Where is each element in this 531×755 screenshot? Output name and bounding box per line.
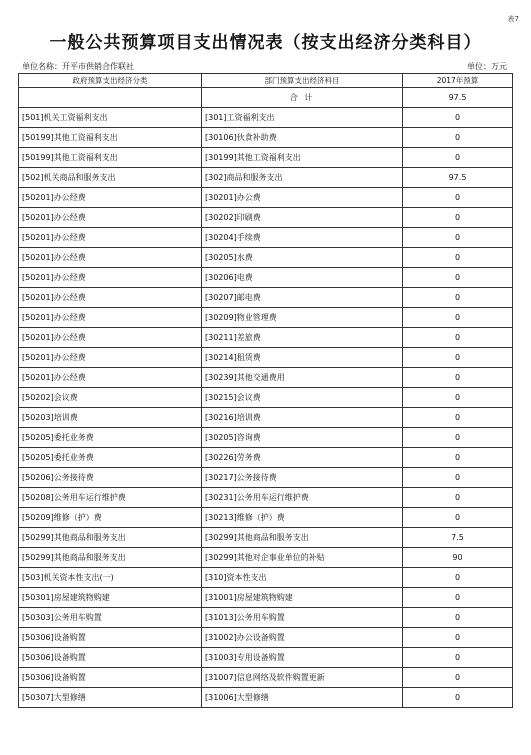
dept-subject-cell: [310]资本性支出 — [202, 568, 403, 588]
total-label: 合 计 — [202, 88, 403, 108]
budget-value-cell: 0 — [403, 408, 513, 428]
budget-value-cell: 0 — [403, 288, 513, 308]
gov-classification-cell: [50203]培训费 — [19, 408, 202, 428]
gov-classification-cell: [502]机关商品和服务支出 — [19, 168, 202, 188]
gov-classification-cell: [50201]办公经费 — [19, 348, 202, 368]
gov-classification-cell: [503]机关资本性支出(一) — [19, 568, 202, 588]
table-row — [19, 428, 513, 448]
category-row — [19, 568, 513, 588]
table-row — [19, 228, 513, 248]
gov-classification-cell: [50201]办公经费 — [19, 248, 202, 268]
category-row — [19, 168, 513, 188]
table-row — [19, 668, 513, 688]
table-row — [19, 528, 513, 548]
total-empty-cell — [19, 88, 202, 108]
budget-value-cell: 0 — [403, 248, 513, 268]
budget-value-cell: 0 — [403, 448, 513, 468]
dept-subject-cell: [31002]办公设备购置 — [202, 628, 403, 648]
table-row — [19, 308, 513, 328]
dept-subject-cell: [301]工资福利支出 — [202, 108, 403, 128]
budget-value-cell: 0 — [403, 208, 513, 228]
dept-subject-cell: [30215]会议费 — [202, 388, 403, 408]
budget-value-cell: 0 — [403, 268, 513, 288]
table-row — [19, 628, 513, 648]
table-row — [19, 368, 513, 388]
budget-value-cell: 0 — [403, 348, 513, 368]
table-row — [19, 488, 513, 508]
dept-subject-cell: [30205]水费 — [202, 248, 403, 268]
budget-value-cell: 0 — [403, 468, 513, 488]
gov-classification-cell: [50303]公务用车购置 — [19, 608, 202, 628]
budget-value-cell: 90 — [403, 548, 513, 568]
total-value: 97.5 — [403, 88, 513, 108]
budget-value-cell: 0 — [403, 428, 513, 448]
header-row — [19, 74, 513, 88]
budget-value-cell: 0 — [403, 588, 513, 608]
dept-subject-cell: [30217]公务接待费 — [202, 468, 403, 488]
budget-value-cell: 0 — [403, 108, 513, 128]
category-row — [19, 108, 513, 128]
gov-classification-cell: [50201]办公经费 — [19, 188, 202, 208]
table-row — [19, 328, 513, 348]
table-row — [19, 288, 513, 308]
table-row — [19, 608, 513, 628]
budget-value-cell: 0 — [403, 608, 513, 628]
dept-subject-cell: [30199]其他工资福利支出 — [202, 148, 403, 168]
table-row — [19, 248, 513, 268]
budget-value-cell: 0 — [403, 668, 513, 688]
gov-classification-cell: [501]机关工资福利支出 — [19, 108, 202, 128]
budget-value-cell: 0 — [403, 328, 513, 348]
dept-subject-cell: [30299]其他商品和服务支出 — [202, 528, 403, 548]
dept-subject-cell: [30106]伙食补助费 — [202, 128, 403, 148]
gov-classification-cell: [50209]维修（护）费 — [19, 508, 202, 528]
table-row — [19, 648, 513, 668]
table-row — [19, 208, 513, 228]
header-dept-subject: 部门预算支出经济科目 — [202, 74, 403, 88]
gov-classification-cell: [50301]房屋建筑物购建 — [19, 588, 202, 608]
budget-value-cell: 0 — [403, 568, 513, 588]
table-row — [19, 268, 513, 288]
table-row — [19, 388, 513, 408]
gov-classification-cell: [50201]办公经费 — [19, 328, 202, 348]
dept-subject-cell: [30231]公务用车运行维护费 — [202, 488, 403, 508]
table-row — [19, 148, 513, 168]
budget-value-cell: 0 — [403, 308, 513, 328]
gov-classification-cell: [50307]大型修缮 — [19, 688, 202, 708]
budget-value-cell: 97.5 — [403, 168, 513, 188]
gov-classification-cell: [50201]办公经费 — [19, 268, 202, 288]
dept-subject-cell: [30226]劳务费 — [202, 448, 403, 468]
dept-subject-cell: [30206]电费 — [202, 268, 403, 288]
budget-value-cell: 0 — [403, 488, 513, 508]
table-row — [19, 548, 513, 568]
gov-classification-cell: [50199]其他工资福利支出 — [19, 148, 202, 168]
budget-value-cell: 0 — [403, 188, 513, 208]
dept-subject-cell: [31007]信息网络及软件购置更新 — [202, 668, 403, 688]
dept-subject-cell: [30299]其他对企事业单位的补贴 — [202, 548, 403, 568]
dept-subject-cell: [30207]邮电费 — [202, 288, 403, 308]
gov-classification-cell: [50206]公务接待费 — [19, 468, 202, 488]
gov-classification-cell: [50306]设备购置 — [19, 668, 202, 688]
dept-subject-cell: [30214]租赁费 — [202, 348, 403, 368]
dept-subject-cell: [30216]培训费 — [202, 408, 403, 428]
dept-subject-cell: [30211]差旅费 — [202, 328, 403, 348]
budget-value-cell: 0 — [403, 128, 513, 148]
gov-classification-cell: [50201]办公经费 — [19, 228, 202, 248]
gov-classification-cell: [50306]设备购置 — [19, 648, 202, 668]
gov-classification-cell: [50205]委托业务费 — [19, 448, 202, 468]
header-budget-2017: 2017年预算 — [403, 74, 513, 88]
budget-table — [18, 73, 513, 708]
budget-value-cell: 0 — [403, 648, 513, 668]
gov-classification-cell: [50299]其他商品和服务支出 — [19, 548, 202, 568]
header-gov-classification: 政府预算支出经济分类 — [19, 74, 202, 88]
budget-value-cell: 0 — [403, 388, 513, 408]
page-number: 表7 — [507, 15, 519, 23]
dept-subject-cell: [30204]手续费 — [202, 228, 403, 248]
table-row — [19, 508, 513, 528]
unit-label: 单位：万元 — [467, 62, 507, 71]
gov-classification-cell: [50201]办公经费 — [19, 208, 202, 228]
dept-subject-cell: [30213]维修（护）费 — [202, 508, 403, 528]
dept-subject-cell: [30201]办公费 — [202, 188, 403, 208]
table-row — [19, 348, 513, 368]
gov-classification-cell: [50299]其他商品和服务支出 — [19, 528, 202, 548]
dept-subject-cell: [31003]专用设备购置 — [202, 648, 403, 668]
gov-classification-cell: [50199]其他工资福利支出 — [19, 128, 202, 148]
budget-value-cell: 0 — [403, 228, 513, 248]
table-row — [19, 448, 513, 468]
table-row — [19, 588, 513, 608]
dept-subject-cell: [31013]公务用车购置 — [202, 608, 403, 628]
table-row — [19, 408, 513, 428]
dept-subject-cell: [31001]房屋建筑物购建 — [202, 588, 403, 608]
budget-value-cell: 0 — [403, 368, 513, 388]
gov-classification-cell: [50201]办公经费 — [19, 288, 202, 308]
gov-classification-cell: [50306]设备购置 — [19, 628, 202, 648]
budget-value-cell: 0 — [403, 508, 513, 528]
dept-subject-cell: [302]商品和服务支出 — [202, 168, 403, 188]
table-row — [19, 128, 513, 148]
budget-value-cell: 0 — [403, 628, 513, 648]
budget-value-cell: 0 — [403, 688, 513, 708]
budget-value-cell: 7.5 — [403, 528, 513, 548]
dept-subject-cell: [31006]大型修缮 — [202, 688, 403, 708]
gov-classification-cell: [50201]办公经费 — [19, 308, 202, 328]
total-row — [19, 88, 513, 108]
table-row — [19, 468, 513, 488]
gov-classification-cell: [50208]公务用车运行维护费 — [19, 488, 202, 508]
unit-name: 单位名称：开平市供销合作联社 — [22, 62, 134, 71]
gov-classification-cell: [50205]委托业务费 — [19, 428, 202, 448]
dept-subject-cell: [30205]咨询费 — [202, 428, 403, 448]
gov-classification-cell: [50201]办公经费 — [19, 368, 202, 388]
gov-classification-cell: [50202]会议费 — [19, 388, 202, 408]
dept-subject-cell: [30202]印刷费 — [202, 208, 403, 228]
dept-subject-cell: [30239]其他交通费用 — [202, 368, 403, 388]
page-title: 一般公共预算项目支出情况表（按支出经济分类科目） — [49, 33, 482, 53]
table-row — [19, 188, 513, 208]
budget-value-cell: 0 — [403, 148, 513, 168]
table-row — [19, 688, 513, 708]
dept-subject-cell: [30209]物业管理费 — [202, 308, 403, 328]
